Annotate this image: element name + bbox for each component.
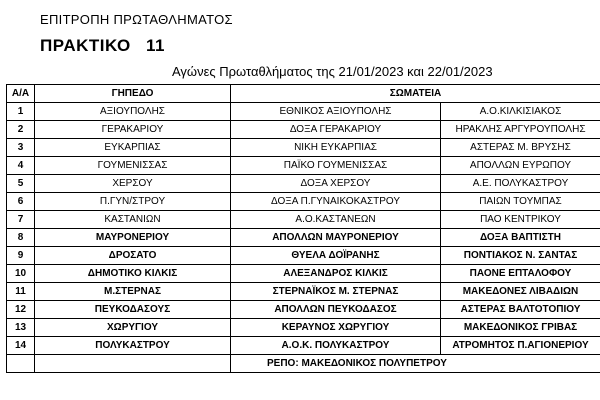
row-number-cell: 3 [7, 139, 35, 157]
table-row [7, 247, 600, 265]
home-team-cell: ΑΠΟΛΛΩΝ ΠΕΥΚΟΔΑΣΟΣ [231, 301, 441, 319]
table-row [7, 283, 600, 301]
home-team-cell: Α.Ο.ΚΑΣΤΑΝΕΩΝ [231, 211, 441, 229]
row-number-cell: 9 [7, 247, 35, 265]
away-team-cell: ΠΑΟ ΚΕΝΤΡΙΚΟΥ [441, 211, 600, 229]
venue-cell: ΕΥΚΑΡΠΙΑΣ [35, 139, 231, 157]
home-team-cell: Α.Ο.Κ. ΠΟΛΥΚΑΣΤΡΟΥ [231, 337, 441, 355]
venue-cell: ΧΩΡΥΓΙΟΥ [35, 319, 231, 337]
venue-cell: ΧΕΡΣΟΥ [35, 175, 231, 193]
row-number-cell: 5 [7, 175, 35, 193]
home-team-cell: ΔΟΞΑ ΓΕΡΑΚΑΡΙΟΥ [231, 121, 441, 139]
away-team-cell: ΗΡΑΚΛΗΣ ΑΡΓΥΡΟΥΠΟΛΗΣ [441, 121, 600, 139]
venue-cell: ΜΑΥΡΟΝΕΡΙΟΥ [35, 229, 231, 247]
table-row [7, 319, 600, 337]
venue-cell: Μ.ΣΤΕΡΝΑΣ [35, 283, 231, 301]
row-number-cell: 10 [7, 265, 35, 283]
home-team-cell: ΑΛΕΞΑΝΔΡΟΣ ΚΙΛΚΙΣ [231, 265, 441, 283]
table-row [7, 193, 600, 211]
venue-cell: ΔΗΜΟΤΙΚΟ ΚΙΛΚΙΣ [35, 265, 231, 283]
table-row [7, 301, 600, 319]
away-team-cell: Α.Ε. ΠΟΛΥΚΑΣΤΡΟΥ [441, 175, 600, 193]
table-row [7, 103, 600, 121]
table-row [7, 139, 600, 157]
row-number-cell: 1 [7, 103, 35, 121]
away-team-cell: ΠΟΝΤΙΑΚΟΣ Ν. ΣΑΝΤΑΣ [441, 247, 600, 265]
venue-cell: ΓΟΥΜΕΝΙΣΣΑΣ [35, 157, 231, 175]
away-team-cell: ΜΑΚΕΔΟΝΕΣ ΛΙΒΑΔΙΩΝ [441, 283, 600, 301]
row-number-cell: 12 [7, 301, 35, 319]
venue-cell: ΓΕΡΑΚΑΡΙΟΥ [35, 121, 231, 139]
document-title: ΠΡΑΚΤΙΚΟ 11 [40, 36, 165, 55]
row-number-cell: 11 [7, 283, 35, 301]
table-header-row [7, 85, 600, 103]
home-team-cell: ΝΙΚΗ ΕΥΚΑΡΠΙΑΣ [231, 139, 441, 157]
venue-cell: ΔΡΟΣΑΤΟ [35, 247, 231, 265]
away-team-cell: ΜΑΚΕΔΟΝΙΚΟΣ ΓΡΙΒΑΣ [441, 319, 600, 337]
home-team-cell: ΠΑΪΚΟ ΓΟΥΜΕΝΙΣΣΑΣ [231, 157, 441, 175]
matches-date-subtitle: Αγώνες Πρωταθλήματος της 21/01/2023 και 22/01/2023 [172, 64, 493, 79]
row-number-cell: 7 [7, 211, 35, 229]
venue-cell: ΠΟΛΥΚΑΣΤΡΟΥ [35, 337, 231, 355]
table-row [7, 265, 600, 283]
table-row [7, 211, 600, 229]
header-venue: ΓΗΠΕΔΟ [35, 85, 231, 103]
away-team-cell: Α.Ο.ΚΙΛΚΙΣΙΑΚΟΣ [441, 103, 600, 121]
home-team-cell: ΑΠΟΛΛΩΝ ΜΑΥΡΟΝΕΡΙΟΥ [231, 229, 441, 247]
row-number-cell: 6 [7, 193, 35, 211]
rest-row [7, 355, 600, 373]
row-number-cell: 2 [7, 121, 35, 139]
header-clubs: ΣΩΜΑΤΕΙΑ [231, 85, 600, 103]
rest-aa-cell [7, 355, 35, 373]
away-team-cell: ΑΠΟΛΛΩΝ ΕΥΡΩΠΟΥ [441, 157, 600, 175]
away-team-cell: ΠΑΟΝΕ ΕΠΤΑΛΟΦΟΥ [441, 265, 600, 283]
home-team-cell: ΔΟΞΑ Π.ΓΥΝΑΙΚΟΚΑΣΤΡΟΥ [231, 193, 441, 211]
away-team-cell: ΑΤΡΟΜΗΤΟΣ Π.ΑΓΙΟΝΕΡΙΟΥ [441, 337, 600, 355]
home-team-cell: ΘΥΕΛΑ ΔΟΪΡΑΝΗΣ [231, 247, 441, 265]
committee-heading: ΕΠΙΤΡΟΠΗ ΠΡΩΤΑΘΛΗΜΑΤΟΣ [40, 12, 233, 27]
away-team-cell: ΑΣΤΕΡΑΣ ΒΑΛΤΟΤΟΠΙΟΥ [441, 301, 600, 319]
venue-cell: ΑΞΙΟΥΠΟΛΗΣ [35, 103, 231, 121]
venue-cell: Π.ΓΥΝ/ΣΤΡΟΥ [35, 193, 231, 211]
home-team-cell: ΚΕΡΑΥΝΟΣ ΧΩΡΥΓΙΟΥ [231, 319, 441, 337]
header-aa: Α/Α [7, 85, 35, 103]
away-team-cell: ΔΟΞΑ ΒΑΠΤΙΣΤΗ [441, 229, 600, 247]
rest-venue-cell [35, 355, 231, 373]
away-team-cell: ΠΑΙΩΝ ΤΟΥΜΠΑΣ [441, 193, 600, 211]
home-team-cell: ΕΘΝΙΚΟΣ ΑΞΙΟΥΠΟΛΗΣ [231, 103, 441, 121]
table-row [7, 337, 600, 355]
venue-cell: ΠΕΥΚΟΔΑΣΟΥΣ [35, 301, 231, 319]
away-team-cell: ΑΣΤΕΡΑΣ Μ. ΒΡΥΣΗΣ [441, 139, 600, 157]
table-row [7, 121, 600, 139]
rest-team-cell: ΡΕΠΟ: ΜΑΚΕΔΟΝΙΚΟΣ ΠΟΛΥΠΕΤΡΟΥ [231, 355, 600, 373]
matches-table [6, 84, 600, 373]
table-row [7, 175, 600, 193]
venue-cell: ΚΑΣΤΑΝΙΩΝ [35, 211, 231, 229]
table-row [7, 157, 600, 175]
row-number-cell: 13 [7, 319, 35, 337]
row-number-cell: 4 [7, 157, 35, 175]
row-number-cell: 14 [7, 337, 35, 355]
table-row [7, 229, 600, 247]
home-team-cell: ΔΟΞΑ ΧΕΡΣΟΥ [231, 175, 441, 193]
row-number-cell: 8 [7, 229, 35, 247]
home-team-cell: ΣΤΕΡΝΑΪΚΟΣ Μ. ΣΤΕΡΝΑΣ [231, 283, 441, 301]
